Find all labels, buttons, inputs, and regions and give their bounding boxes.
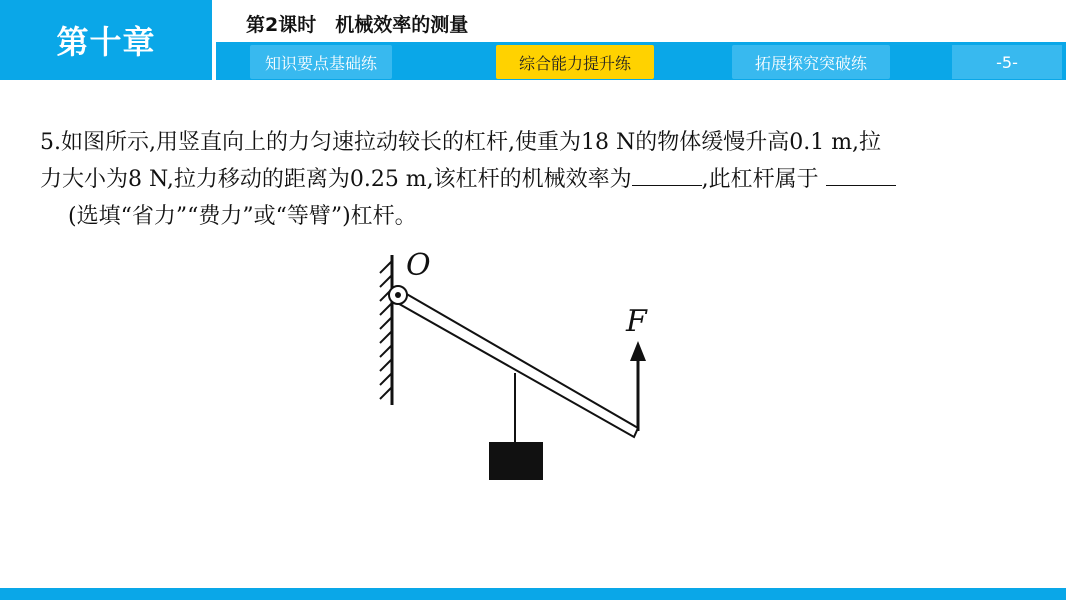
pivot-label: O xyxy=(406,248,431,283)
question-line-2-text-b: ,此杠杆属于 xyxy=(701,167,819,192)
wall-hatching xyxy=(380,261,392,399)
lever-diagram xyxy=(370,245,670,490)
answer-blank-efficiency[interactable] xyxy=(632,163,702,186)
lesson-title: 第2课时 机械效率的测量 xyxy=(246,14,469,36)
force-label: F xyxy=(626,304,647,339)
arrow-up-icon xyxy=(630,341,646,361)
question-text xyxy=(40,124,1030,235)
lever-figure xyxy=(370,245,670,494)
question-line-2 xyxy=(40,161,1030,198)
question-line-2-text: 力大小为8 N,拉力移动的距离为0.25 m,该杠杆的机械效率为 xyxy=(40,167,632,192)
answer-blank-lever-type[interactable] xyxy=(826,163,896,186)
question-line-1: 5.如图所示,用竖直向上的力匀速拉动较长的杠杆,使重为18 N的物体缓慢升高0.1 m,拉 xyxy=(40,130,882,155)
question-line-3: (选填“省力”“费力”或“等臂”)杠杆。 xyxy=(68,204,417,229)
page-number: -5- xyxy=(952,45,1062,79)
weight-block xyxy=(489,442,543,480)
chapter-title: 第十章 xyxy=(0,0,212,80)
header xyxy=(216,0,1066,80)
tab-extension-exploration[interactable]: 拓展探究突破练 xyxy=(732,45,890,79)
tab-basic-practice[interactable]: 知识要点基础练 xyxy=(250,45,392,79)
bottom-bar xyxy=(0,588,1066,600)
tab-comprehensive-improvement[interactable]: 综合能力提升练 xyxy=(496,45,654,79)
pivot-center-icon xyxy=(395,292,401,298)
